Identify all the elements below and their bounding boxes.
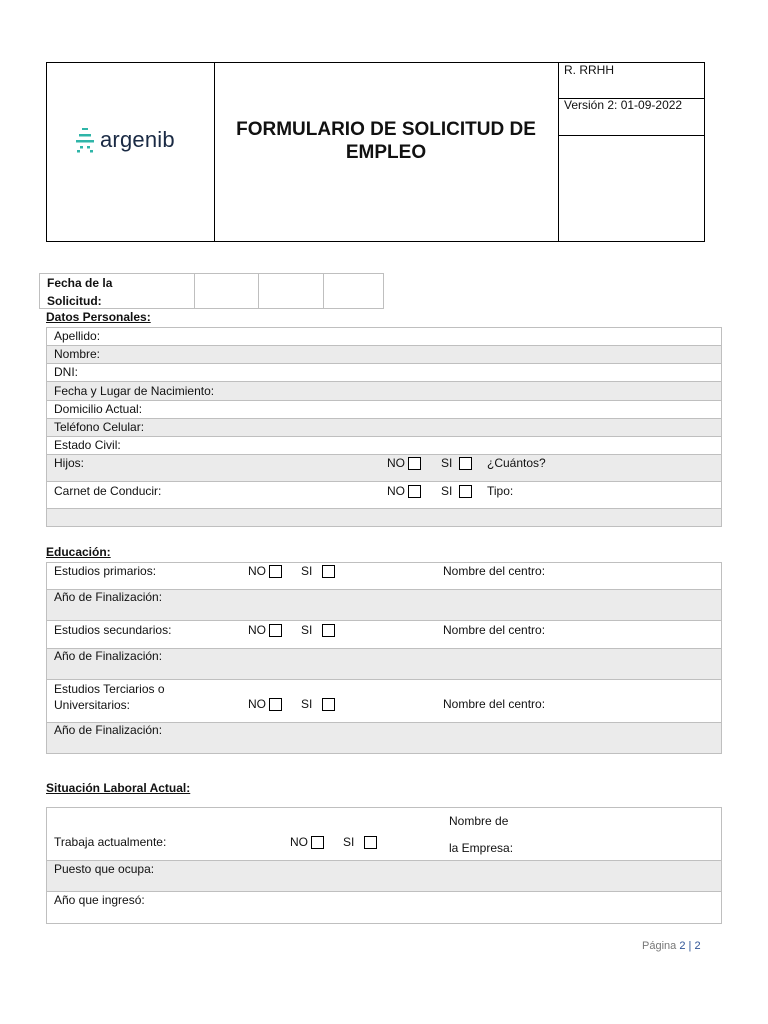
argenib-logo [75,127,175,153]
primarios-no-label: NO [248,564,266,578]
laboral-table [46,807,722,924]
secundarios-no-checkbox[interactable] [269,624,282,637]
trabaja-label: Trabaja actualmente: [54,835,167,849]
primarios-si-checkbox[interactable] [322,565,335,578]
page-number [642,940,701,952]
ingreso-row[interactable] [47,892,721,923]
fecha-year-field[interactable] [323,274,385,308]
primarios-si-label: SI [301,564,313,578]
terciarios-no-label: NO [248,697,266,711]
terciarios-label [54,681,165,713]
terciarios-label-line2: Universitarios: [54,698,131,712]
carnet-si-checkbox[interactable] [459,485,472,498]
page-total: 2 [694,940,701,952]
nombre-label: Nombre: [54,347,101,361]
primarios-label: Estudios primarios: [54,564,157,578]
telefono-row[interactable] [47,419,721,437]
primarios-anio-row[interactable] [47,590,721,621]
secundarios-no-option[interactable] [248,623,282,637]
trabaja-row [47,808,721,861]
hijos-cuantos-label: ¿Cuántos? [487,456,546,470]
terciarios-anio-label: Año de Finalización: [54,723,163,737]
domicilio-row[interactable] [47,401,721,419]
dni-row[interactable] [47,364,721,382]
secundarios-label: Estudios secundarios: [54,623,172,637]
fecha-label-line2: Solicitud: [47,294,102,308]
trabaja-si-option[interactable] [343,835,377,849]
document-version-text: Versión 2: 01-09-2022 [564,98,683,112]
hijos-si-label: SI [441,456,453,470]
terciarios-si-checkbox[interactable] [322,698,335,711]
primarios-no-checkbox[interactable] [269,565,282,578]
secundarios-si-checkbox[interactable] [322,624,335,637]
terciarios-si-option[interactable] [301,697,335,711]
title-cell [214,63,559,241]
carnet-tipo-label: Tipo: [487,484,514,498]
secundarios-centro-label: Nombre del centro: [443,623,546,637]
terciarios-row [47,680,721,723]
nacimiento-label: Fecha y Lugar de Nacimiento: [54,384,215,398]
primarios-si-option[interactable] [301,564,335,578]
carnet-no-option[interactable] [387,484,421,498]
primarios-centro-label: Nombre del centro: [443,564,546,578]
estado-civil-row[interactable] [47,437,721,455]
apellido-row[interactable] [47,328,721,346]
datos-personales-heading: Datos Personales: [46,310,151,324]
terciarios-no-checkbox[interactable] [269,698,282,711]
fecha-label-line1: Fecha de la [47,276,113,290]
puesto-row[interactable] [47,861,721,892]
puesto-label: Puesto que ocupa: [54,862,155,876]
ingreso-label: Año que ingresó: [54,893,145,907]
empresa-label-line1: Nombre de [449,814,509,828]
fecha-day-field[interactable] [194,274,259,308]
document-version [558,98,704,136]
page-current: 2 [679,940,686,952]
empresa-label [449,808,513,862]
carnet-si-label: SI [441,484,453,498]
terciarios-anio-row[interactable] [47,723,721,753]
form-title-line2: EMPLEO [345,142,427,163]
domicilio-label: Domicilio Actual: [54,402,143,416]
laboral-heading: Situación Laboral Actual: [46,781,191,795]
carnet-label: Carnet de Conducir: [54,484,162,498]
carnet-no-label: NO [387,484,405,498]
carnet-row [47,482,721,509]
hijos-si-checkbox[interactable] [459,457,472,470]
datos-personales-table [46,327,722,527]
form-title-line1: FORMULARIO DE SOLICITUD DE [236,119,536,140]
fecha-solicitud-label [47,274,187,310]
empresa-label-line2: la Empresa: [449,841,514,855]
nacimiento-row[interactable] [47,382,721,401]
apellido-label: Apellido: [54,329,101,343]
nombre-row[interactable] [47,346,721,364]
logo-cell [47,63,215,241]
meta-cell [558,63,704,241]
terciarios-no-option[interactable] [248,697,282,711]
trabaja-si-checkbox[interactable] [364,836,377,849]
document-code [558,63,704,99]
document-code-text: R. RRHH [564,63,614,77]
secundarios-si-label: SI [301,623,313,637]
hijos-no-label: NO [387,456,405,470]
educacion-heading: Educación: [46,545,111,559]
hijos-no-option[interactable] [387,456,421,470]
fecha-solicitud-table [39,273,384,309]
trabaja-no-checkbox[interactable] [311,836,324,849]
primarios-row [47,563,721,590]
form-title [214,118,558,164]
primarios-anio-label: Año de Finalización: [54,590,163,604]
secundarios-si-option[interactable] [301,623,335,637]
secundarios-no-label: NO [248,623,266,637]
carnet-no-checkbox[interactable] [408,485,421,498]
secundarios-anio-row[interactable] [47,649,721,680]
terciarios-label-line1: Estudios Terciarios o [54,682,165,696]
dni-label: DNI: [54,365,78,379]
primarios-no-option[interactable] [248,564,282,578]
fecha-month-field[interactable] [258,274,324,308]
secundarios-row [47,621,721,649]
hijos-row [47,455,721,482]
hijos-si-option[interactable] [441,456,472,470]
terciarios-si-label: SI [301,697,313,711]
logo-wordmark: argenib [100,127,175,152]
carnet-si-option[interactable] [441,484,472,498]
terciarios-centro-label: Nombre del centro: [443,697,546,711]
telefono-label: Teléfono Celular: [54,420,145,434]
page-separator: | [688,940,692,952]
document-header [46,62,705,242]
blank-row[interactable] [47,509,721,526]
hijos-label: Hijos: [54,456,85,470]
page-label: Página [642,940,677,952]
estado-civil-label: Estado Civil: [54,438,121,452]
educacion-table [46,562,722,754]
trabaja-si-label: SI [343,835,355,849]
trabaja-no-option[interactable] [290,835,324,849]
trabaja-no-label: NO [290,835,308,849]
argenib-logo-icon [75,127,95,153]
secundarios-anio-label: Año de Finalización: [54,649,163,663]
hijos-no-checkbox[interactable] [408,457,421,470]
